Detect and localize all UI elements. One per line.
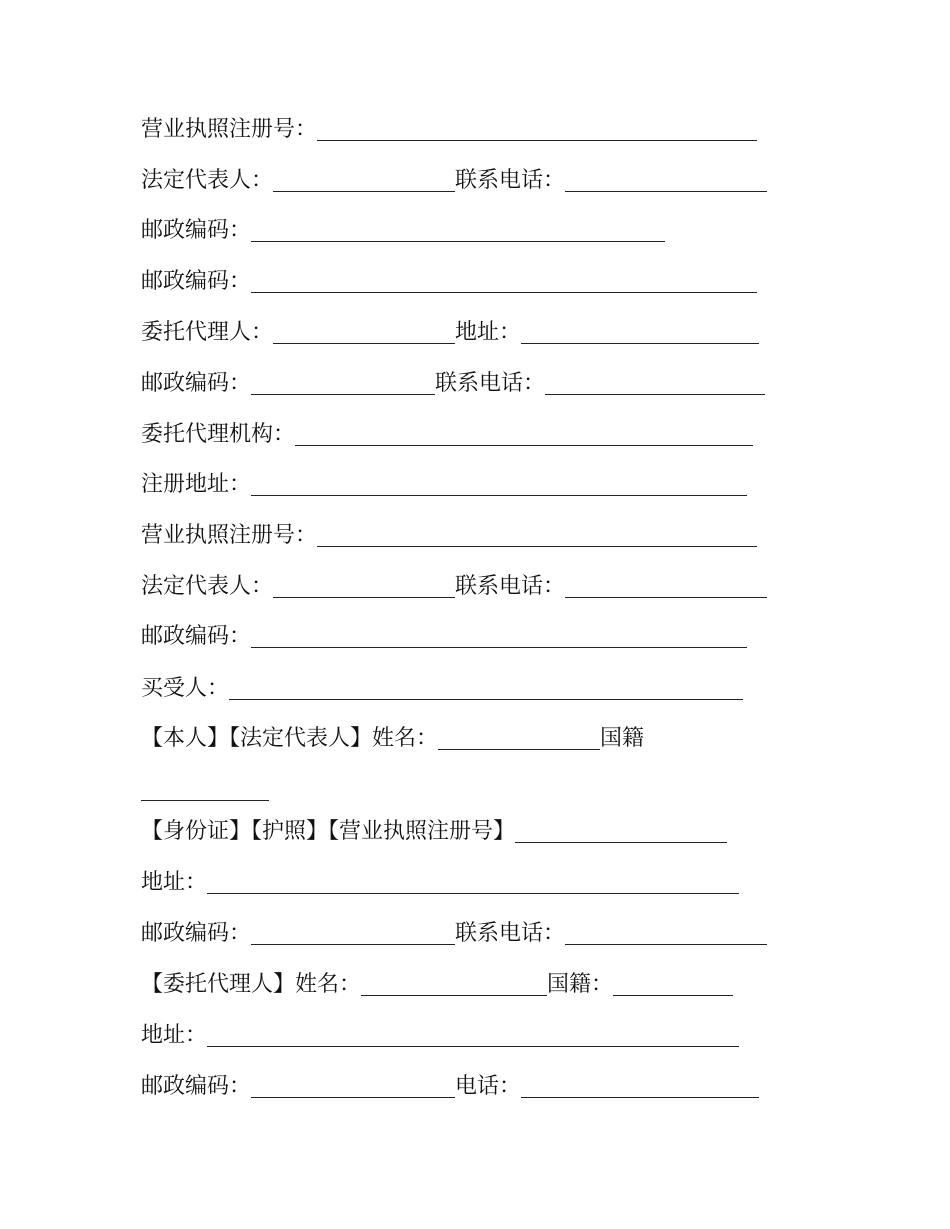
postal-code-row-2 xyxy=(141,264,757,300)
agent-postal-label: 邮政编码： xyxy=(141,371,252,396)
agency-license-label: 营业执照注册号： xyxy=(141,523,318,548)
buyer-id-types-label: 【身份证】【护照】【营业执照注册号】 xyxy=(141,819,516,844)
buyer-agent-phone-label: 电话： xyxy=(455,1074,522,1099)
agency-license-blank[interactable] xyxy=(317,546,757,547)
agency-postal-row xyxy=(141,619,747,655)
agency-reg-address-row xyxy=(141,467,747,503)
buyer-address-label: 地址： xyxy=(141,870,208,895)
buyer-agent-name-blank[interactable] xyxy=(361,995,547,996)
agency-label: 委托代理机构： xyxy=(141,422,296,447)
buyer-agent-nationality-label: 国籍： xyxy=(547,972,614,997)
seller-phone-label: 联系电话： xyxy=(455,168,566,193)
buyer-agent-postal-blank[interactable] xyxy=(251,1097,455,1098)
buyer-postal-label: 邮政编码： xyxy=(141,921,252,946)
buyer-nationality-row xyxy=(141,772,269,808)
postal-code-blank-2[interactable] xyxy=(251,292,757,293)
buyer-name-row xyxy=(141,721,644,757)
agency-legal-rep-blank[interactable] xyxy=(273,597,455,598)
buyer-agent-phone-blank[interactable] xyxy=(521,1097,759,1098)
agency-postal-blank[interactable] xyxy=(251,647,747,648)
buyer-agent-address-blank[interactable] xyxy=(207,1046,739,1047)
postal-code-label-2: 邮政编码： xyxy=(141,269,252,294)
agency-reg-address-label: 注册地址： xyxy=(141,472,252,497)
agent-row xyxy=(141,315,759,351)
seller-legal-rep-label: 法定代表人： xyxy=(141,168,274,193)
agency-legal-rep-row xyxy=(141,569,767,605)
seller-legal-rep-row xyxy=(141,163,767,199)
agency-postal-label: 邮政编码： xyxy=(141,624,252,649)
agency-phone-blank[interactable] xyxy=(565,597,767,598)
buyer-id-row xyxy=(141,814,727,850)
agent-address-label: 地址： xyxy=(455,320,522,345)
buyer-address-row xyxy=(141,865,739,901)
seller-license-label: 营业执照注册号： xyxy=(141,117,318,142)
postal-code-row-1 xyxy=(141,213,665,249)
buyer-address-blank[interactable] xyxy=(207,893,739,894)
buyer-agent-row xyxy=(141,967,733,1003)
buyer-postal-row xyxy=(141,916,767,952)
buyer-agent-postal-label: 邮政编码： xyxy=(141,1074,252,1099)
agent-phone-label: 联系电话： xyxy=(435,371,546,396)
seller-license-blank[interactable] xyxy=(317,140,757,141)
seller-license-row xyxy=(141,112,757,148)
buyer-phone-label: 联系电话： xyxy=(455,921,566,946)
buyer-agent-nationality-blank[interactable] xyxy=(613,995,733,996)
buyer-name-blank[interactable] xyxy=(438,749,600,750)
seller-phone-blank[interactable] xyxy=(565,191,767,192)
agency-license-row xyxy=(141,518,757,554)
buyer-nationality-label: 国籍 xyxy=(600,726,645,751)
agent-phone-blank[interactable] xyxy=(545,394,765,395)
buyer-blank[interactable] xyxy=(229,699,743,700)
buyer-postal-blank[interactable] xyxy=(251,944,455,945)
agent-label: 委托代理人： xyxy=(141,320,274,345)
buyer-row xyxy=(141,671,743,707)
agent-blank[interactable] xyxy=(273,343,455,344)
buyer-agent-postal-row xyxy=(141,1069,759,1105)
buyer-agent-name-label: 【委托代理人】姓名： xyxy=(141,972,362,997)
buyer-label: 买受人： xyxy=(141,676,230,701)
buyer-phone-blank[interactable] xyxy=(565,944,767,945)
postal-code-label-1: 邮政编码： xyxy=(141,218,252,243)
buyer-id-blank[interactable] xyxy=(515,842,727,843)
buyer-name-label: 【本人】【法定代表人】姓名： xyxy=(141,726,439,751)
agent-address-blank[interactable] xyxy=(521,343,759,344)
agency-legal-rep-label: 法定代表人： xyxy=(141,574,274,599)
agency-row xyxy=(141,417,753,453)
agent-postal-row xyxy=(141,366,765,402)
buyer-agent-address-row xyxy=(141,1018,739,1054)
buyer-nationality-blank[interactable] xyxy=(141,800,269,801)
agency-reg-address-blank[interactable] xyxy=(251,495,747,496)
postal-code-blank-1[interactable] xyxy=(251,241,665,242)
agent-postal-blank[interactable] xyxy=(251,394,435,395)
buyer-agent-address-label: 地址： xyxy=(141,1023,208,1048)
agency-blank[interactable] xyxy=(295,445,753,446)
agency-phone-label: 联系电话： xyxy=(455,574,566,599)
seller-legal-rep-blank[interactable] xyxy=(273,191,455,192)
